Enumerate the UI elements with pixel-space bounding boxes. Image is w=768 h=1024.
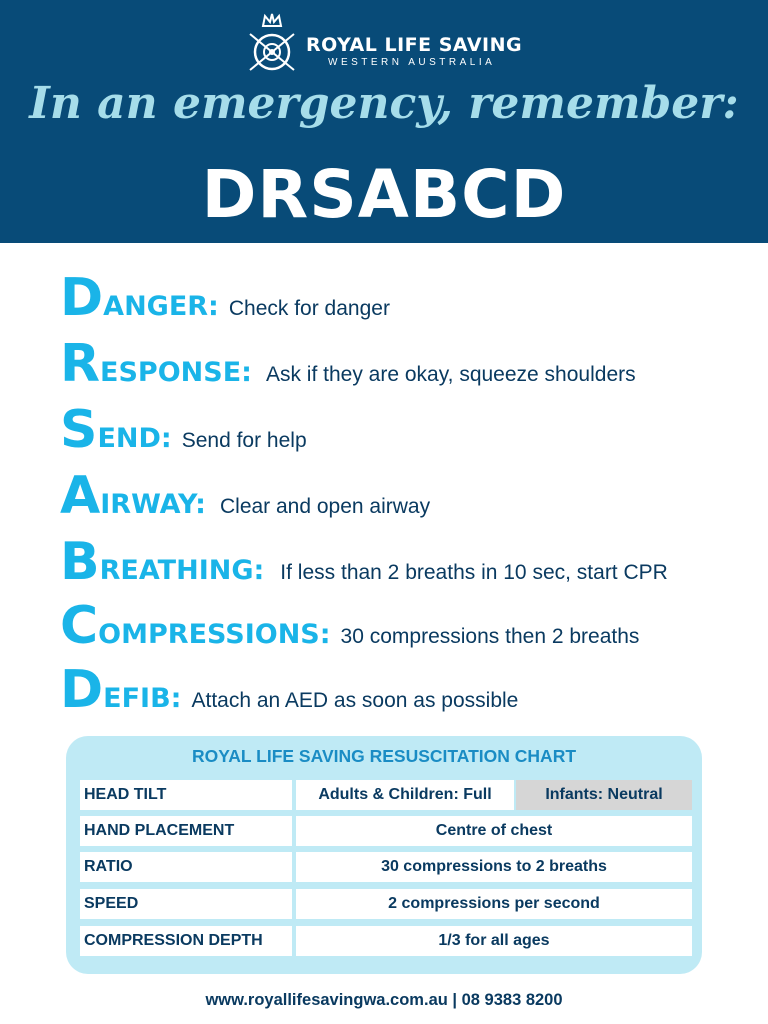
step-description: If less than 2 breaths in 10 sec, start CPR xyxy=(280,561,668,584)
row-value: Centre of chest xyxy=(296,816,692,846)
brand-subtitle: WESTERN AUSTRALIA xyxy=(328,57,496,68)
row-label: SPEED xyxy=(80,889,292,919)
tagline: In an emergency, remember: xyxy=(29,78,739,129)
step-initial: C xyxy=(60,596,99,656)
resuscitation-chart xyxy=(66,736,702,974)
step-description: Clear and open airway xyxy=(219,495,431,518)
step-label: END: xyxy=(97,423,172,454)
step-defib xyxy=(60,662,518,722)
row-value: Adults & Children: Full xyxy=(296,780,514,810)
step-label: REATHING: xyxy=(99,555,265,586)
step-initial: B xyxy=(60,532,100,592)
row-label: RATIO xyxy=(80,852,292,882)
step-airway xyxy=(60,468,430,528)
step-label: OMPRESSIONS: xyxy=(98,619,331,650)
row-value-secondary: Infants: Neutral xyxy=(516,780,692,810)
step-description: Check for danger xyxy=(228,297,390,320)
step-send xyxy=(60,402,307,462)
brand-logo[interactable] xyxy=(246,12,536,74)
step-initial: D xyxy=(60,660,104,720)
acronym-title: DRSABCD xyxy=(201,156,567,233)
row-value: 1/3 for all ages xyxy=(296,926,692,956)
step-response xyxy=(60,336,636,396)
row-label: HEAD TILT xyxy=(80,780,292,810)
header-banner xyxy=(0,0,768,243)
step-danger xyxy=(60,270,390,330)
row-label: COMPRESSION DEPTH xyxy=(80,926,292,956)
step-breathing xyxy=(60,534,668,594)
chart-title: ROYAL LIFE SAVING RESUSCITATION CHART xyxy=(191,746,577,766)
crown-lifebuoy-emblem-icon xyxy=(246,12,298,74)
step-initial: D xyxy=(60,268,104,328)
step-initial: S xyxy=(60,400,98,460)
row-value: 30 compressions to 2 breaths xyxy=(296,852,692,882)
brand-name: ROYAL LIFE SAVING xyxy=(306,34,523,56)
step-label: ESPONSE: xyxy=(100,357,252,388)
step-compressions xyxy=(60,598,639,658)
step-description: Attach an AED as soon as possible xyxy=(191,689,519,712)
step-description: 30 compressions then 2 breaths xyxy=(340,625,640,648)
step-description: Send for help xyxy=(181,429,307,452)
step-label: ANGER: xyxy=(103,291,219,322)
row-label: HAND PLACEMENT xyxy=(80,816,292,846)
step-initial: A xyxy=(60,466,101,526)
step-initial: R xyxy=(60,334,101,394)
footer-contact[interactable]: www.royallifesavingwa.com.au | 08 9383 8200 xyxy=(205,991,563,1009)
step-label: EFIB: xyxy=(103,683,182,714)
row-value: 2 compressions per second xyxy=(296,889,692,919)
step-description: Ask if they are okay, squeeze shoulders xyxy=(265,363,636,386)
step-label: IRWAY: xyxy=(100,489,206,520)
